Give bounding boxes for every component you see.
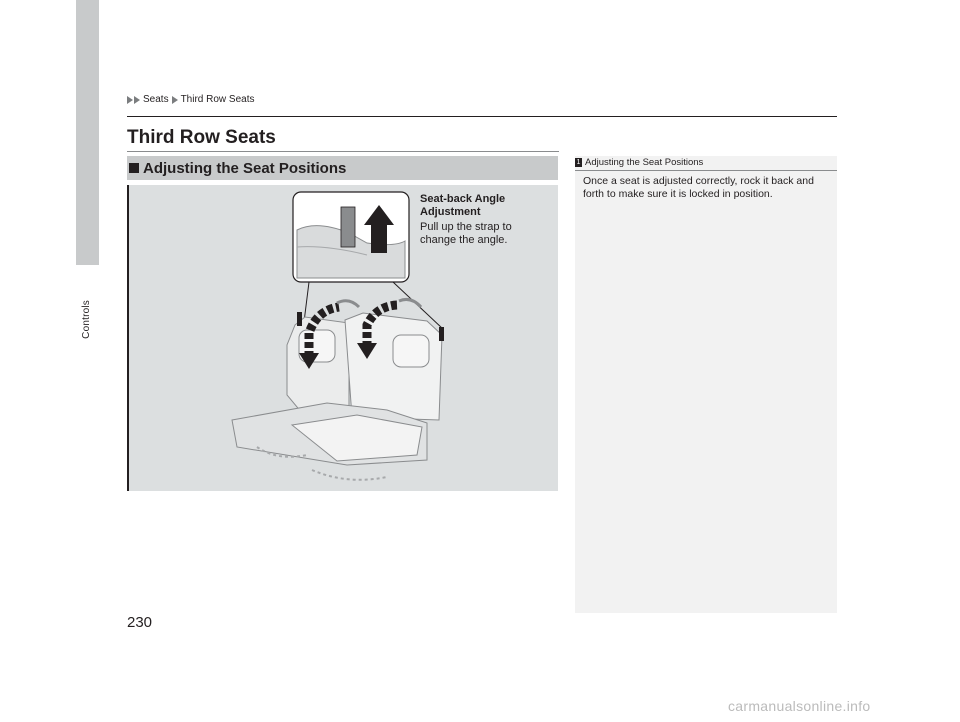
page-title: Third Row Seats [127,127,276,148]
note-rule [575,170,837,171]
callout-title: Seat-back Angle Adjustment [420,193,506,218]
section-square-icon [129,163,139,173]
callout [420,193,530,247]
note-heading-text: Adjusting the Seat Positions [585,157,704,168]
breadcrumb-item-seats[interactable]: Seats [143,94,169,105]
breadcrumb [127,94,255,105]
page-number: 230 [127,614,153,631]
watermark: carmanualsonline.info [728,698,871,714]
notes-panel [575,156,837,613]
header-rule [127,116,837,117]
title-rule [127,151,559,152]
sidebar-tab [76,0,99,265]
callout-text: Pull up the strap to change the angle. [420,221,512,246]
note-heading [575,157,703,168]
breadcrumb-arrow-icon [127,96,140,104]
section-heading-text: Adjusting the Seat Positions [143,159,347,177]
note-body: Once a seat is adjusted correctly, rock it back and forth to make sure it is locked in position. [583,175,814,200]
breadcrumb-separator-icon [172,96,178,104]
figure-left-rule [127,185,129,491]
note-badge: 1 [576,159,581,166]
chapter-label: Controls [81,300,92,339]
section-heading [127,156,558,180]
breadcrumb-item-third-row-seats[interactable]: Third Row Seats [180,94,255,105]
